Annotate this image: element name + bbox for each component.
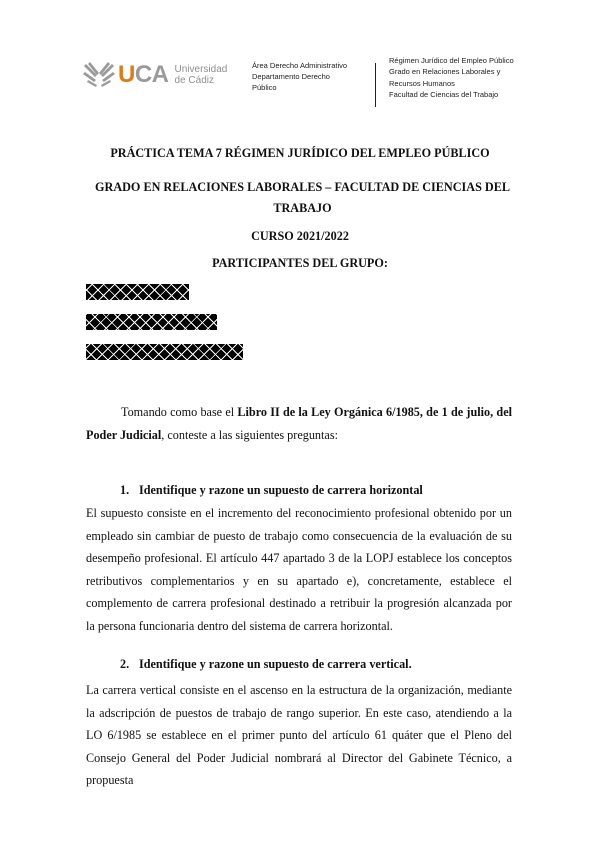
question-title: Identifique y razone un supuesto de carrera horizontal [139, 483, 423, 497]
uca-logo [82, 58, 227, 92]
redacted-participant [86, 344, 243, 360]
question-title: Identifique y razone un supuesto de carrera vertical. [139, 657, 412, 671]
department-line: Departamento Derecho [252, 72, 330, 81]
document-header [0, 0, 600, 120]
department-info [252, 60, 370, 93]
university-name: Universidad de Cádiz [174, 64, 228, 86]
answer-paragraph: El supuesto consiste en el incremento del reconocimiento profesional obtenido por un empleado sin cambiar de puesto de trabajo como consecuencia de la evaluación de su desempeño profesional. El artículo 447 apartado 3 de la LOPJ establece los conceptos retributivos complementarios y en su apartado e), concretamente, establece el complemento de carrera profesional destinado a retribuir la progresión alcanzada por la persona funcionaria dentro del sistema de carrera horizontal. [86, 506, 512, 633]
participants-heading: PARTICIPANTES DEL GRUPO: [212, 256, 388, 270]
degree-line: Grado en Relaciones Laborales y [389, 67, 501, 77]
redacted-participant [86, 284, 189, 300]
course-title: CURSO 2021/2022 [251, 229, 349, 243]
subject-info [389, 55, 549, 100]
question-number: 2. [120, 657, 130, 671]
degree-line-cont: Recursos Humanos [389, 78, 455, 88]
header-divider [375, 63, 376, 107]
area-line: Área Derecho Administrativo [252, 61, 348, 70]
redacted-participant [86, 314, 217, 330]
uca-emblem-icon [82, 60, 116, 90]
department-line-cont: Público [252, 83, 277, 92]
question-number: 1. [120, 483, 130, 497]
degree-title: GRADO EN RELACIONES LABORALES – FACULTAD DE CIENCIAS DEL TRABAJO [95, 180, 510, 215]
uca-wordmark: UCA [118, 61, 169, 88]
subject-line: Régimen Jurídico del Empleo Público [389, 56, 514, 65]
question-heading [120, 483, 423, 498]
question-heading [120, 657, 412, 672]
answer-paragraph: La carrera vertical consiste en el ascenso en la estructura de la organización, mediante la adscripción de puestos de trabajo de rango superior. En este caso, atendiendo a la LO 6/1985 se establece en el primer punto del artículo 61 quáter que el Pleno del Consejo General del Poder Judicial nombrará al Director del Gabinete Técnico, a propuesta [86, 683, 512, 787]
practice-title: PRÁCTICA TEMA 7 RÉGIMEN JURÍDICO DEL EMPLEO PÚBLICO [110, 146, 490, 160]
intro-paragraph: Tomando como base el Libro II de la Ley Orgánica 6/1985, de 1 de julio, del Poder Judicial, conteste a las siguientes preguntas: [86, 405, 512, 442]
law-reference: Libro II de la Ley Orgánica 6/1985, de 1 de julio, del Poder Judicial [86, 405, 512, 442]
faculty-line: Facultad de Ciencias del Trabajo [389, 89, 499, 99]
